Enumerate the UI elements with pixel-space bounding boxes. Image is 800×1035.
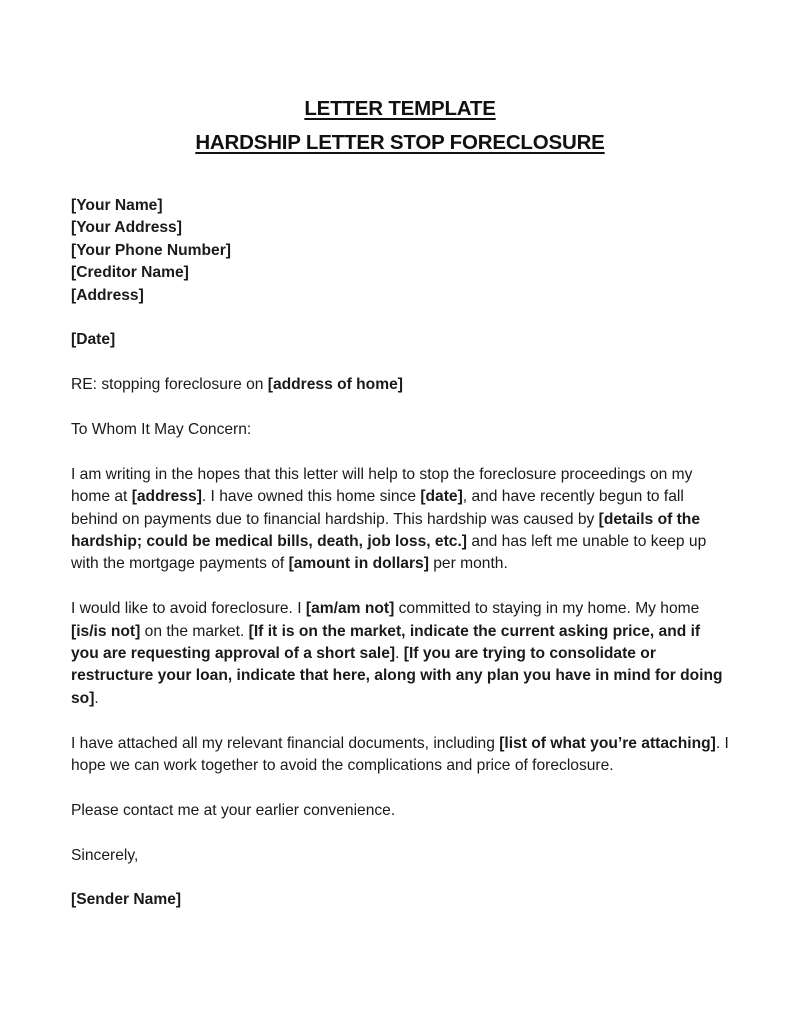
text: I would like to avoid foreclosure. I	[71, 600, 306, 618]
signature: [Sender Name]	[71, 891, 182, 909]
text: per month.	[428, 555, 508, 573]
placeholder-restructure-info: [If you are trying to consolidate or restructure your loan, indicate that here, along with any plan you have in mind for doing so]	[71, 645, 723, 707]
placeholder-hardship-details: [details of the hardship; could be medical bills, death, job loss, etc.]	[71, 510, 701, 551]
placeholder-am-am-not: [am/am not]	[305, 600, 395, 618]
creditor-name: [Creditor Name]	[71, 264, 189, 282]
text: committed to staying in my home. My home	[394, 600, 700, 618]
paragraph-contact: Please contact me at your earlier convenience.	[71, 801, 396, 819]
text: .	[395, 645, 404, 663]
salutation: To Whom It May Concern:	[71, 421, 252, 439]
sender-address: [Your Address]	[71, 219, 182, 237]
paragraph-hardship	[71, 464, 731, 576]
sender-phone: [Your Phone Number]	[71, 241, 231, 259]
re-line	[71, 374, 731, 396]
text: .	[94, 689, 99, 707]
text: . I hope we can work together to avoid the complications and price of foreclosure.	[71, 734, 729, 775]
sender-block	[71, 195, 731, 307]
letter-date: [Date]	[71, 331, 116, 349]
letter-body	[71, 195, 731, 912]
creditor-address: [Address]	[71, 286, 144, 304]
placeholder-attachments: [list of what you’re attaching]	[499, 734, 716, 752]
text: I am writing in the hopes that this letter will help to stop the foreclosure proceedings on my home at	[71, 465, 693, 506]
paragraph-attachments	[71, 733, 731, 778]
text: I have attached all my relevant financial documents, including	[71, 734, 500, 752]
placeholder-is-is-not: [is/is not]	[71, 622, 141, 640]
closing: Sincerely,	[71, 846, 139, 864]
re-placeholder: [address of home]	[267, 376, 403, 394]
text: . I have owned this home since	[201, 488, 421, 506]
placeholder-amount: [amount in dollars]	[288, 555, 429, 573]
re-prefix: RE: stopping foreclosure on	[71, 376, 268, 394]
text: and has left me unable to keep up with the mortgage payments of	[71, 533, 707, 573]
text: on the market.	[140, 622, 249, 640]
document-subtitle: HARDSHIP LETTER STOP FORECLOSURE	[195, 131, 605, 154]
paragraph-avoid-foreclosure	[71, 598, 731, 710]
placeholder-address: [address]	[131, 488, 202, 506]
placeholder-date: [date]	[420, 488, 463, 506]
text: , and have recently begun to fall behind on payments due to financial hardship. This hardship was caused by	[71, 488, 684, 528]
sender-name: [Your Name]	[71, 197, 163, 214]
document-title: LETTER TEMPLATE	[304, 97, 496, 120]
placeholder-market-info: [If it is on the market, indicate the current asking price, and if you are requesting approval of a short sale]	[71, 622, 701, 663]
